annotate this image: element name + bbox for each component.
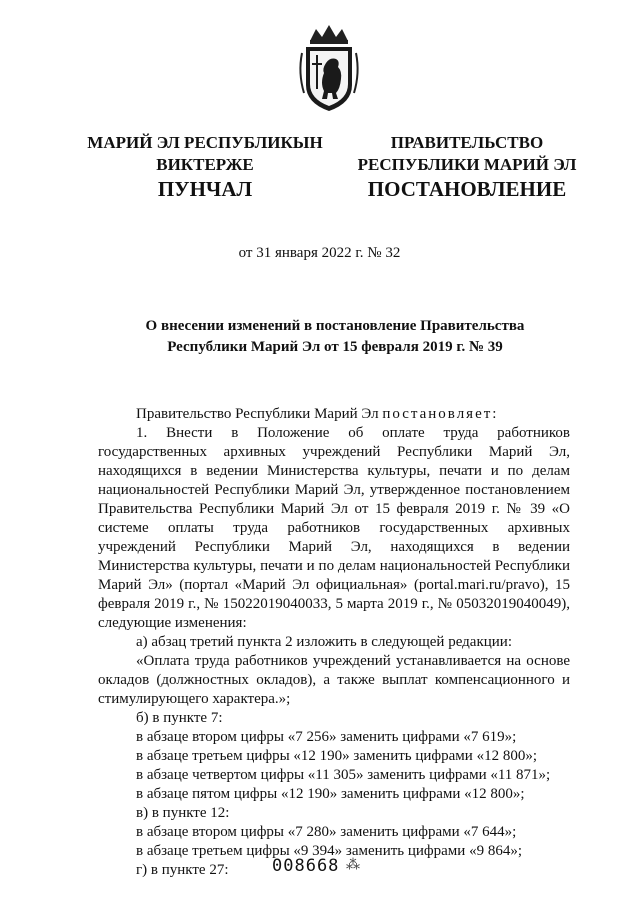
document-title: [120, 316, 550, 358]
intro-prefix: Правительство Республики Марий Эл: [136, 406, 383, 422]
item-v: в) в пункте 12:: [136, 805, 230, 821]
item-b-line3: в абзаце четвертом цифры «11 305» заменить цифрами «11 871»;: [136, 767, 551, 783]
item-g: г) в пункте 27:: [136, 862, 229, 878]
serial-number-stamp: 008668: [272, 856, 340, 876]
header-right-line1: ПРАВИТЕЛЬСТВО: [390, 133, 544, 152]
item-v-line2: в абзаце третьем цифры «9 394» заменить цифрами «9 864»;: [136, 843, 522, 859]
intro-resolves: постановляет:: [382, 406, 499, 422]
item-b: б) в пункте 7:: [136, 710, 223, 726]
intro-paragraph: [98, 405, 570, 424]
header-left-line2: ВИКТЕРЖЕ: [156, 155, 254, 174]
coat-of-arms-emblem: [296, 23, 362, 113]
title-line2: Республики Марий Эл от 15 февраля 2019 г. № 39: [167, 339, 503, 355]
item-v-line1: в абзаце втором цифры «7 280» заменить цифрами «7 644»;: [136, 824, 517, 840]
item-b-line4: в абзаце пятом цифры «12 190» заменить цифрами «12 800»;: [136, 786, 525, 802]
stamp-ornament-icon: ⁂: [346, 858, 360, 873]
header-right-line2: РЕСПУБЛИКИ МАРИЙ ЭЛ: [357, 155, 577, 174]
doc-type-russian: ПОСТАНОВЛЕНИЕ: [367, 177, 567, 201]
date-number-line: от 31 января 2022 г. № 32: [238, 245, 401, 261]
item-b-line1: в абзаце втором цифры «7 256» заменить цифрами «7 619»;: [136, 729, 517, 745]
title-line1: О внесении изменений в постановление Правительства: [145, 318, 525, 334]
header-left-authority: [80, 132, 330, 176]
item-b-line2: в абзаце третьем цифры «12 190» заменить цифрами «12 800»;: [136, 748, 537, 764]
paragraph-1: 1. Внести в Положение об оплате труда работников государственных архивных учреждений Республики Марий Эл, находящихся в ведении Министерства культуры, печати и по делам национальностей Республики Марий Эл, утвержденное постановлением Правительства Республики Марий Эл от 15 февраля 2019 г. № 39 «О системе оплаты труда работников государственных архивных учреждений Республики Марий Эл, находящихся в ведении Министерства культуры, печати и по делам национальностей Республики Марий Эл» (портал «Марий Эл официальная» (portal.mari.ru/pravo), 15 февраля 2019 г., № 15022019040033, 5 марта 2019 г., № 05032019040049), следующие изменения:: [98, 425, 570, 631]
header-left-line1: МАРИЙ ЭЛ РЕСПУБЛИКЫН: [87, 133, 323, 152]
item-a: а) абзац третий пункта 2 изложить в следующей редакции:: [136, 634, 512, 650]
item-a-quote: «Оплата труда работников учреждений устанавливается на основе окладов (должностных окладов), а также выплат компенсационного и стимулирующего характера.»;: [98, 653, 570, 707]
document-body: [98, 405, 570, 880]
doc-type-mari: ПУНЧАЛ: [157, 177, 253, 201]
header-right-authority: [342, 132, 592, 176]
